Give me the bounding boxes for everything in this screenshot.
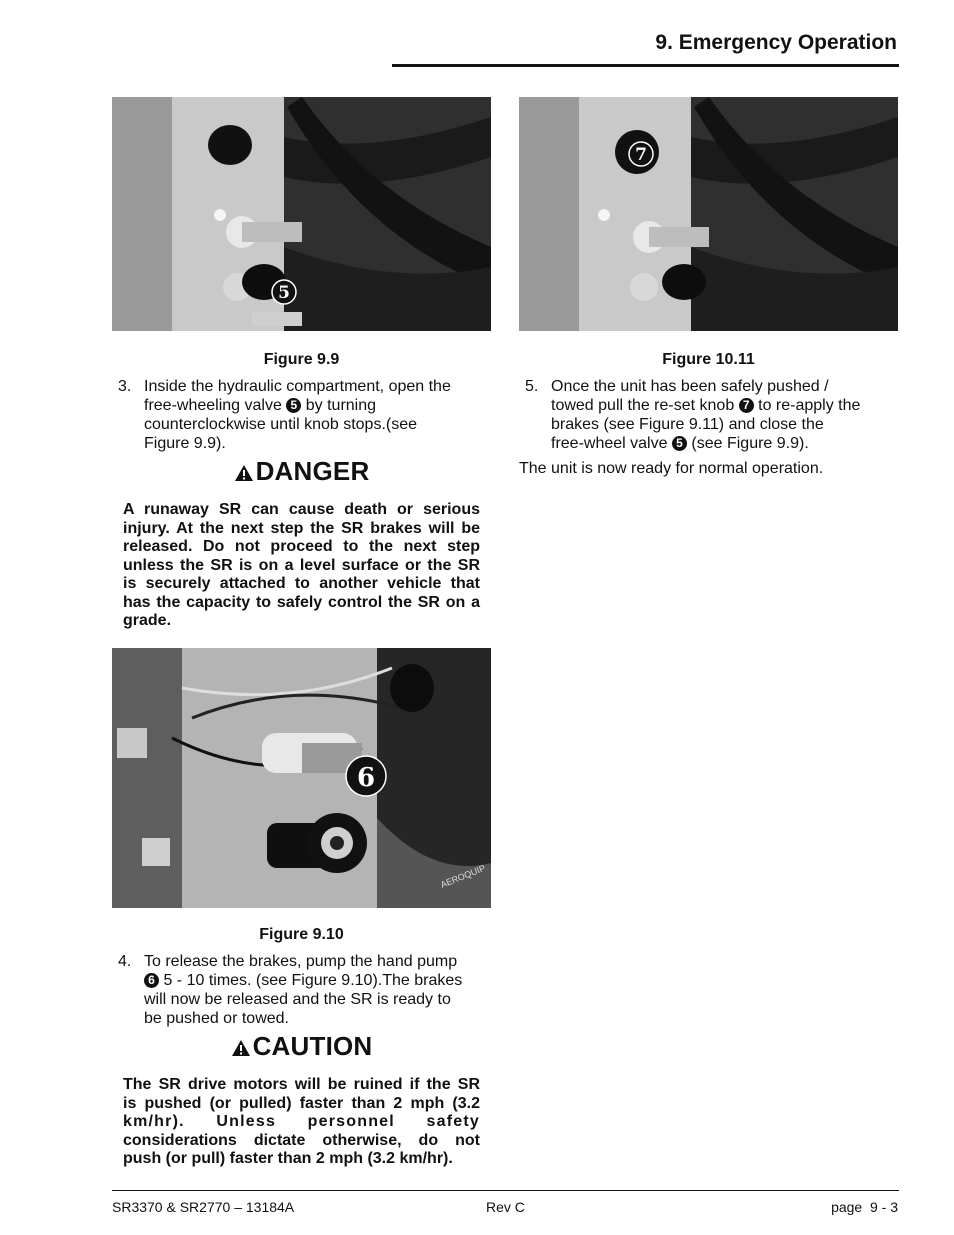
figure-10-11-caption: Figure 10.11 <box>662 351 755 368</box>
callout-5-icon: 5 <box>286 398 301 413</box>
header-rule <box>392 64 899 67</box>
step-5-line-1: Once the unit has been safely pushed / <box>551 378 829 395</box>
figure-10-11-callout: 7 <box>635 145 647 165</box>
figure-9-10-callout: 6 <box>356 763 376 793</box>
step-5-line-2: towed pull the re-set knob 7 to re-apply the <box>551 397 861 414</box>
figure-10-11-photo <box>519 97 898 331</box>
callout-6-icon: 6 <box>144 973 159 988</box>
caution-heading: CAUTION <box>112 1031 491 1062</box>
caution-text <box>123 1076 480 1169</box>
danger-line: released. Do not proceed to the next step <box>123 538 480 555</box>
danger-line: A runaway SR can cause death or serious <box>123 501 480 518</box>
footer-rule <box>112 1190 899 1191</box>
footer-document-id: SR3370 & SR2770 – 13184A <box>112 1199 295 1215</box>
figure-9-9-photo <box>112 97 491 331</box>
figure-9-10-photo <box>112 648 491 908</box>
step-5 <box>525 377 895 457</box>
danger-line: is securely attached to another vehicle that <box>123 575 480 592</box>
step-3-line-4: Figure 9.9). <box>144 435 226 452</box>
footer-page-number: page 9 - 3 <box>831 1199 898 1215</box>
step-5-line-4: free-wheel valve 5 (see Figure 9.9). <box>551 435 809 452</box>
step-4-line-2: 6 5 - 10 times. (see Figure 9.10).The brakes <box>144 971 504 990</box>
warning-triangle-icon <box>231 1039 251 1057</box>
step-4 <box>118 952 498 1032</box>
danger-line: grade. <box>123 612 172 629</box>
step-4-line-3: will now be released and the SR is ready to <box>144 991 451 1008</box>
figure-9-10-caption: Figure 9.10 <box>259 926 344 943</box>
figure-9-10-hose-label: AEROQUIP <box>439 862 487 890</box>
step-4-line-4: be pushed or towed. <box>144 1010 289 1027</box>
step-4-number: 4. <box>118 953 132 970</box>
callout-5-icon: 5 <box>672 436 687 451</box>
footer-revision: Rev C <box>486 1199 525 1215</box>
danger-line: has the capacity to safely control the SR on a <box>123 593 480 611</box>
warning-triangle-icon <box>234 464 254 482</box>
step-5-number: 5. <box>525 378 539 395</box>
section-title: 9. Emergency Operation <box>655 31 897 54</box>
step-4-line-1: To release the brakes, pump the hand pump <box>144 953 458 970</box>
caution-line: The SR drive motors will be ruined if the SR <box>123 1076 480 1093</box>
step-3-line-1: Inside the hydraulic compartment, open the <box>144 378 451 395</box>
figure-9-9-caption: Figure 9.9 <box>263 351 340 368</box>
caution-line: km/hr). Unless personnel safety <box>123 1113 480 1130</box>
step-5-line-3: brakes (see Figure 9.11) and close the <box>551 416 824 433</box>
danger-heading: DANGER <box>112 456 491 487</box>
danger-line: unless the SR is on a level surface or the SR <box>123 556 480 574</box>
step-3 <box>118 377 498 457</box>
step-3-line-3: counterclockwise until knob stops.(see <box>144 416 418 433</box>
danger-line: injury. At the next step the SR brakes will be <box>123 519 480 537</box>
caution-line: push (or pull) faster than 2 mph (3.2 km/hr). <box>123 1150 453 1167</box>
danger-text <box>123 501 480 631</box>
closing-text: The unit is now ready for normal operation. <box>519 460 824 477</box>
caution-line: considerations dictate otherwise, do not <box>123 1131 480 1149</box>
step-3-number: 3. <box>118 378 132 395</box>
step-3-line-2: free-wheeling valve 5 by turning <box>144 397 377 414</box>
caution-line: is pushed (or pulled) faster than 2 mph (3.2 <box>123 1094 480 1112</box>
figure-9-9-callout: 5 <box>278 283 290 303</box>
callout-7-icon: 7 <box>739 398 754 413</box>
